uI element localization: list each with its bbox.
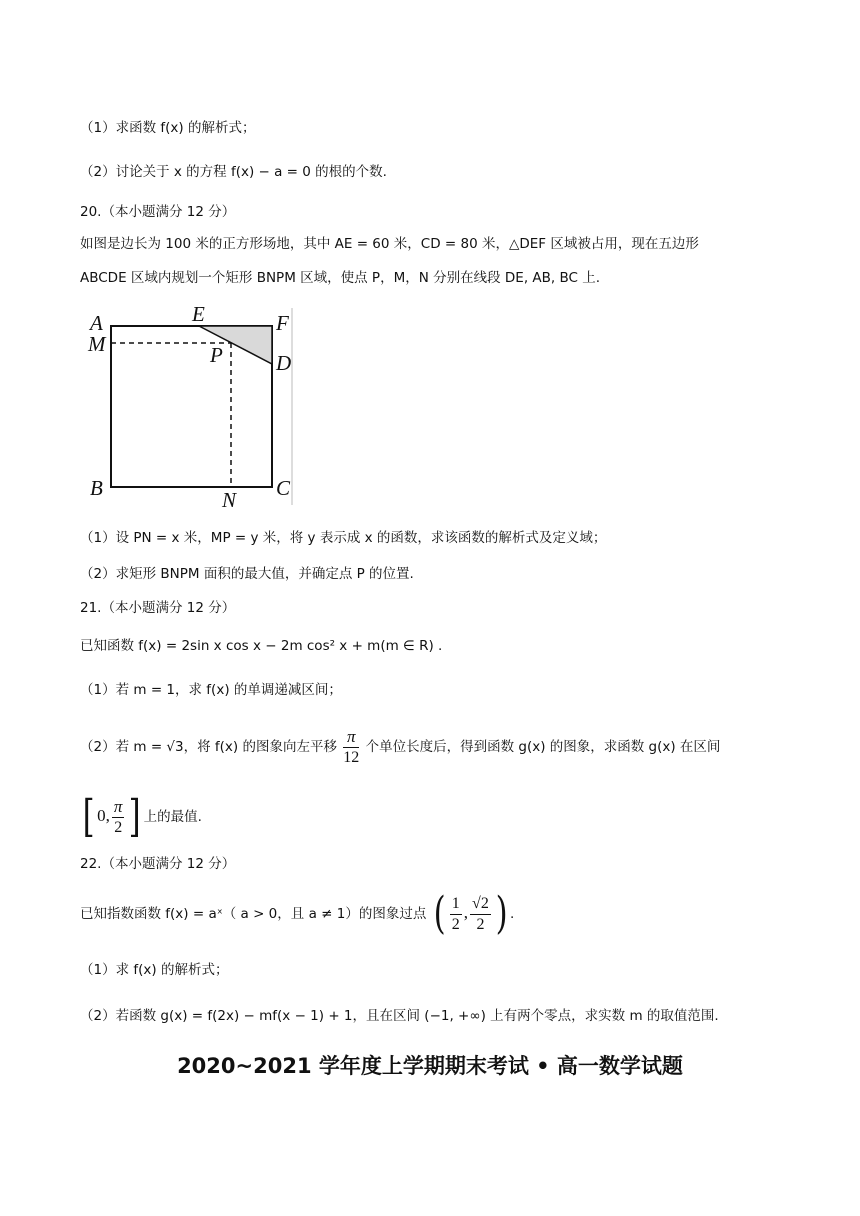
q22-point-x-num: 1: [450, 894, 462, 915]
q20-part2: （2）求矩形 BNPM 面积的最大值，并确定点 P 的位置.: [80, 566, 414, 582]
q20-stem-line1: 如图是边长为 100 米的正方形场地，其中 AE = 60 米，CD = 80 米，△DEF 区域被占用，现在五边形: [80, 236, 699, 252]
q20-stem-line2: ABCDE 区域内规划一个矩形 BNPM 区域，使点 P，M，N 分别在线段 DE, AB, BC 上.: [80, 270, 601, 286]
label-f: F: [276, 311, 289, 335]
label-c: C: [276, 476, 291, 500]
q22-part2: （2）若函数 g(x) = f(2x) − mf(x − 1) + 1，且在区间 (−1, +∞) 上有两个零点，求实数 m 的取值范围.: [80, 1008, 719, 1024]
q22-point-y-den: 2: [476, 915, 485, 933]
label-a: A: [90, 311, 103, 335]
q20-figure: [80, 300, 310, 515]
q22-stem-text: 已知指数函数 f(x) = aˣ（ a > 0，且 a ≠ 1）的图象过点: [80, 906, 427, 922]
label-e: E: [192, 302, 205, 326]
q22-point-x-den: 2: [451, 915, 460, 933]
label-n: N: [222, 488, 237, 512]
q22-part1: （1）求 f(x) 的解析式；: [80, 962, 229, 978]
q22-point-y: [470, 894, 491, 935]
q20-header: 20.（本小题满分 12 分）: [80, 204, 236, 220]
q22-point-x: [450, 894, 462, 935]
q21-header: 21.（本小题满分 12 分）: [80, 600, 236, 616]
q22-point-y-num: √2: [470, 894, 491, 915]
label-d: D: [276, 351, 292, 375]
q21-part2-text-b: 个单位长度后，得到函数 g(x) 的图象，求函数 g(x) 在区间: [365, 739, 721, 755]
q19-part1: （1）求函数 f(x) 的解析式；: [80, 120, 256, 136]
q19-part2: （2）讨论关于 x 的方程 f(x) − a = 0 的根的个数.: [80, 164, 387, 180]
label-b: B: [90, 476, 103, 500]
q22-stem-end: .: [510, 906, 515, 922]
q22-header: 22.（本小题满分 12 分）: [80, 856, 236, 872]
q21-shift-fraction: [343, 727, 359, 768]
q21-interval-left: 0,: [97, 806, 110, 825]
q20-part1: （1）设 PN = x 米，MP = y 米，将 y 表示成 x 的函数，求该函数的解析式及定义域；: [80, 530, 607, 546]
q21-interval-fraction: [112, 797, 125, 838]
q21-part2-text-c: 上的最值.: [143, 809, 202, 825]
q21-interval-den: 2: [114, 818, 123, 836]
label-m: M: [88, 332, 106, 356]
q21-part1: （1）若 m = 1，求 f(x) 的单调递减区间；: [80, 682, 342, 698]
q21-shift-num: π: [343, 727, 359, 748]
label-p: P: [210, 343, 223, 367]
q22-stem: 已知指数函数 f(x) = aˣ（ a > 0，且 a ≠ 1）的图象过点 ( $\frac{1}{2}$ , $\frac{√2}{2}$ ) .: [80, 888, 515, 939]
q21-part2-text-a: （2）若 m = √3，将 f(x) 的图象向左平移: [80, 739, 337, 755]
q21-interval-line: [ 0, $\frac{\pi}{2}$ ] 上的最值.: [82, 791, 202, 842]
q21-interval-num: π: [113, 796, 123, 816]
q21-stem: 已知函数 f(x) = 2sin x cos x − 2m cos² x + m(m ∈ R) .: [80, 638, 443, 654]
q21-shift-den: 12: [343, 748, 360, 766]
q21-part2: [80, 726, 720, 768]
exam-title: 2020~2021 学年度上学期期末考试 • 高一数学试题: [177, 1054, 683, 1078]
